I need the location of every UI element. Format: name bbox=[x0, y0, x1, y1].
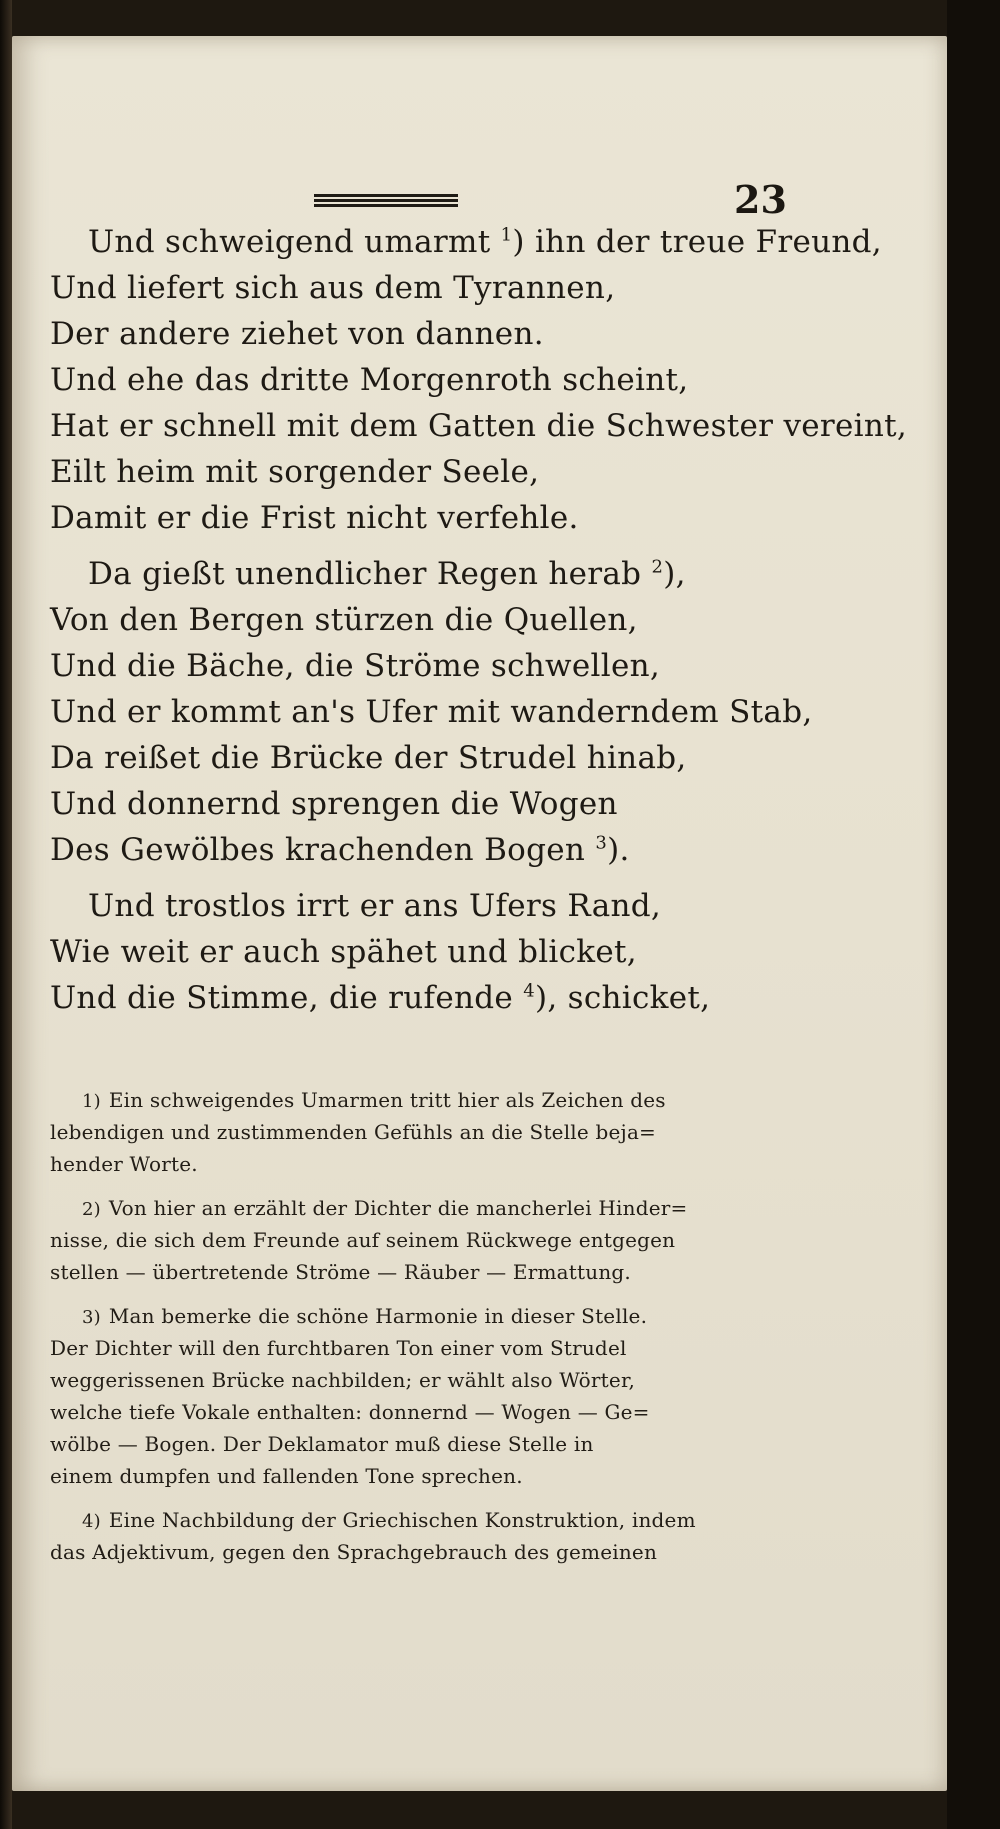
book-page bbox=[12, 36, 947, 1791]
footnote-4-line: 4) Eine Nachbildung der Griechischen Konstruktion, indem bbox=[82, 1508, 696, 1532]
header-ornament-rule bbox=[314, 194, 458, 207]
footnote-3-line: weggerissenen Brücke nachbilden; er wählt also Wörter, bbox=[50, 1368, 636, 1392]
verse-line: Von den Bergen stürzen die Quellen, bbox=[50, 602, 638, 638]
footnote-2-line: 2) Von hier an erzählt der Dichter die mancherlei Hinder= bbox=[82, 1196, 688, 1220]
footnote-3-line: Der Dichter will den furchtbaren Ton einer vom Strudel bbox=[50, 1336, 627, 1360]
verse-line: Damit er die Frist nicht verfehle. bbox=[50, 500, 579, 536]
scan-left-edge bbox=[0, 0, 12, 1829]
footnote-1-line: 1) Ein schweigendes Umarmen tritt hier als Zeichen des bbox=[82, 1088, 666, 1112]
verse-line: Und die Bäche, die Ströme schwellen, bbox=[50, 648, 661, 684]
footnote-3-line: welche tiefe Vokale enthalten: donnernd — Wogen — Ge= bbox=[50, 1400, 650, 1424]
verse-line: Und schweigend umarmt $^1$) ihn der treue Freund, bbox=[88, 224, 882, 260]
verse-line: Und die Stimme, die rufende $^4$), schicket, bbox=[50, 980, 711, 1016]
page-number: 23 bbox=[734, 177, 787, 222]
footnote-marker-1: 1 bbox=[500, 224, 513, 246]
footnote-marker-2: 2 bbox=[651, 556, 664, 578]
verse-line: Hat er schnell mit dem Gatten die Schwester vereint, bbox=[50, 408, 908, 444]
footnote-3-line: einem dumpfen und fallenden Tone sprechen. bbox=[50, 1464, 523, 1488]
footnote-2-line: stellen — übertretende Ströme — Räuber — Ermattung. bbox=[50, 1260, 631, 1284]
verse-line: Und er kommt an's Ufer mit wanderndem Stab, bbox=[50, 694, 813, 730]
footnote-4-line: das Adjektivum, gegen den Sprachgebrauch des gemeinen bbox=[50, 1540, 658, 1564]
verse-line: Und ehe das dritte Morgenroth scheint, bbox=[50, 362, 689, 398]
footnote-marker-4: 4 bbox=[523, 980, 535, 1002]
scan-right-background bbox=[947, 0, 1000, 1829]
footnote-3-line: 3) Man bemerke die schöne Harmonie in dieser Stelle. bbox=[82, 1304, 648, 1328]
verse-line: Eilt heim mit sorgender Seele, bbox=[50, 454, 540, 490]
footnote-2-line: nisse, die sich dem Freunde auf seinem Rückwege entgegen bbox=[50, 1228, 676, 1252]
verse-line: Da gießt unendlicher Regen herab $^2$), bbox=[88, 556, 686, 592]
verse-line: Und donnernd sprengen die Wogen bbox=[50, 786, 618, 822]
footnote-marker-3: 3 bbox=[595, 832, 608, 854]
footnote-3-line: wölbe — Bogen. Der Deklamator muß diese Stelle in bbox=[50, 1432, 594, 1456]
verse-line: Und liefert sich aus dem Tyrannen, bbox=[50, 270, 616, 306]
verse-line: Der andere ziehet von dannen. bbox=[50, 316, 544, 352]
footnote-1-line: lebendigen und zustimmenden Gefühls an die Stelle beja= bbox=[50, 1120, 657, 1144]
footnote-1-line: hender Worte. bbox=[50, 1152, 198, 1176]
verse-line: Da reißet die Brücke der Strudel hinab, bbox=[50, 740, 687, 776]
verse-line: Und trostlos irrt er ans Ufers Rand, bbox=[88, 888, 662, 924]
verse-line: Wie weit er auch spähet und blicket, bbox=[50, 934, 637, 970]
verse-line: Des Gewölbes krachenden Bogen $^3$). bbox=[50, 832, 630, 868]
